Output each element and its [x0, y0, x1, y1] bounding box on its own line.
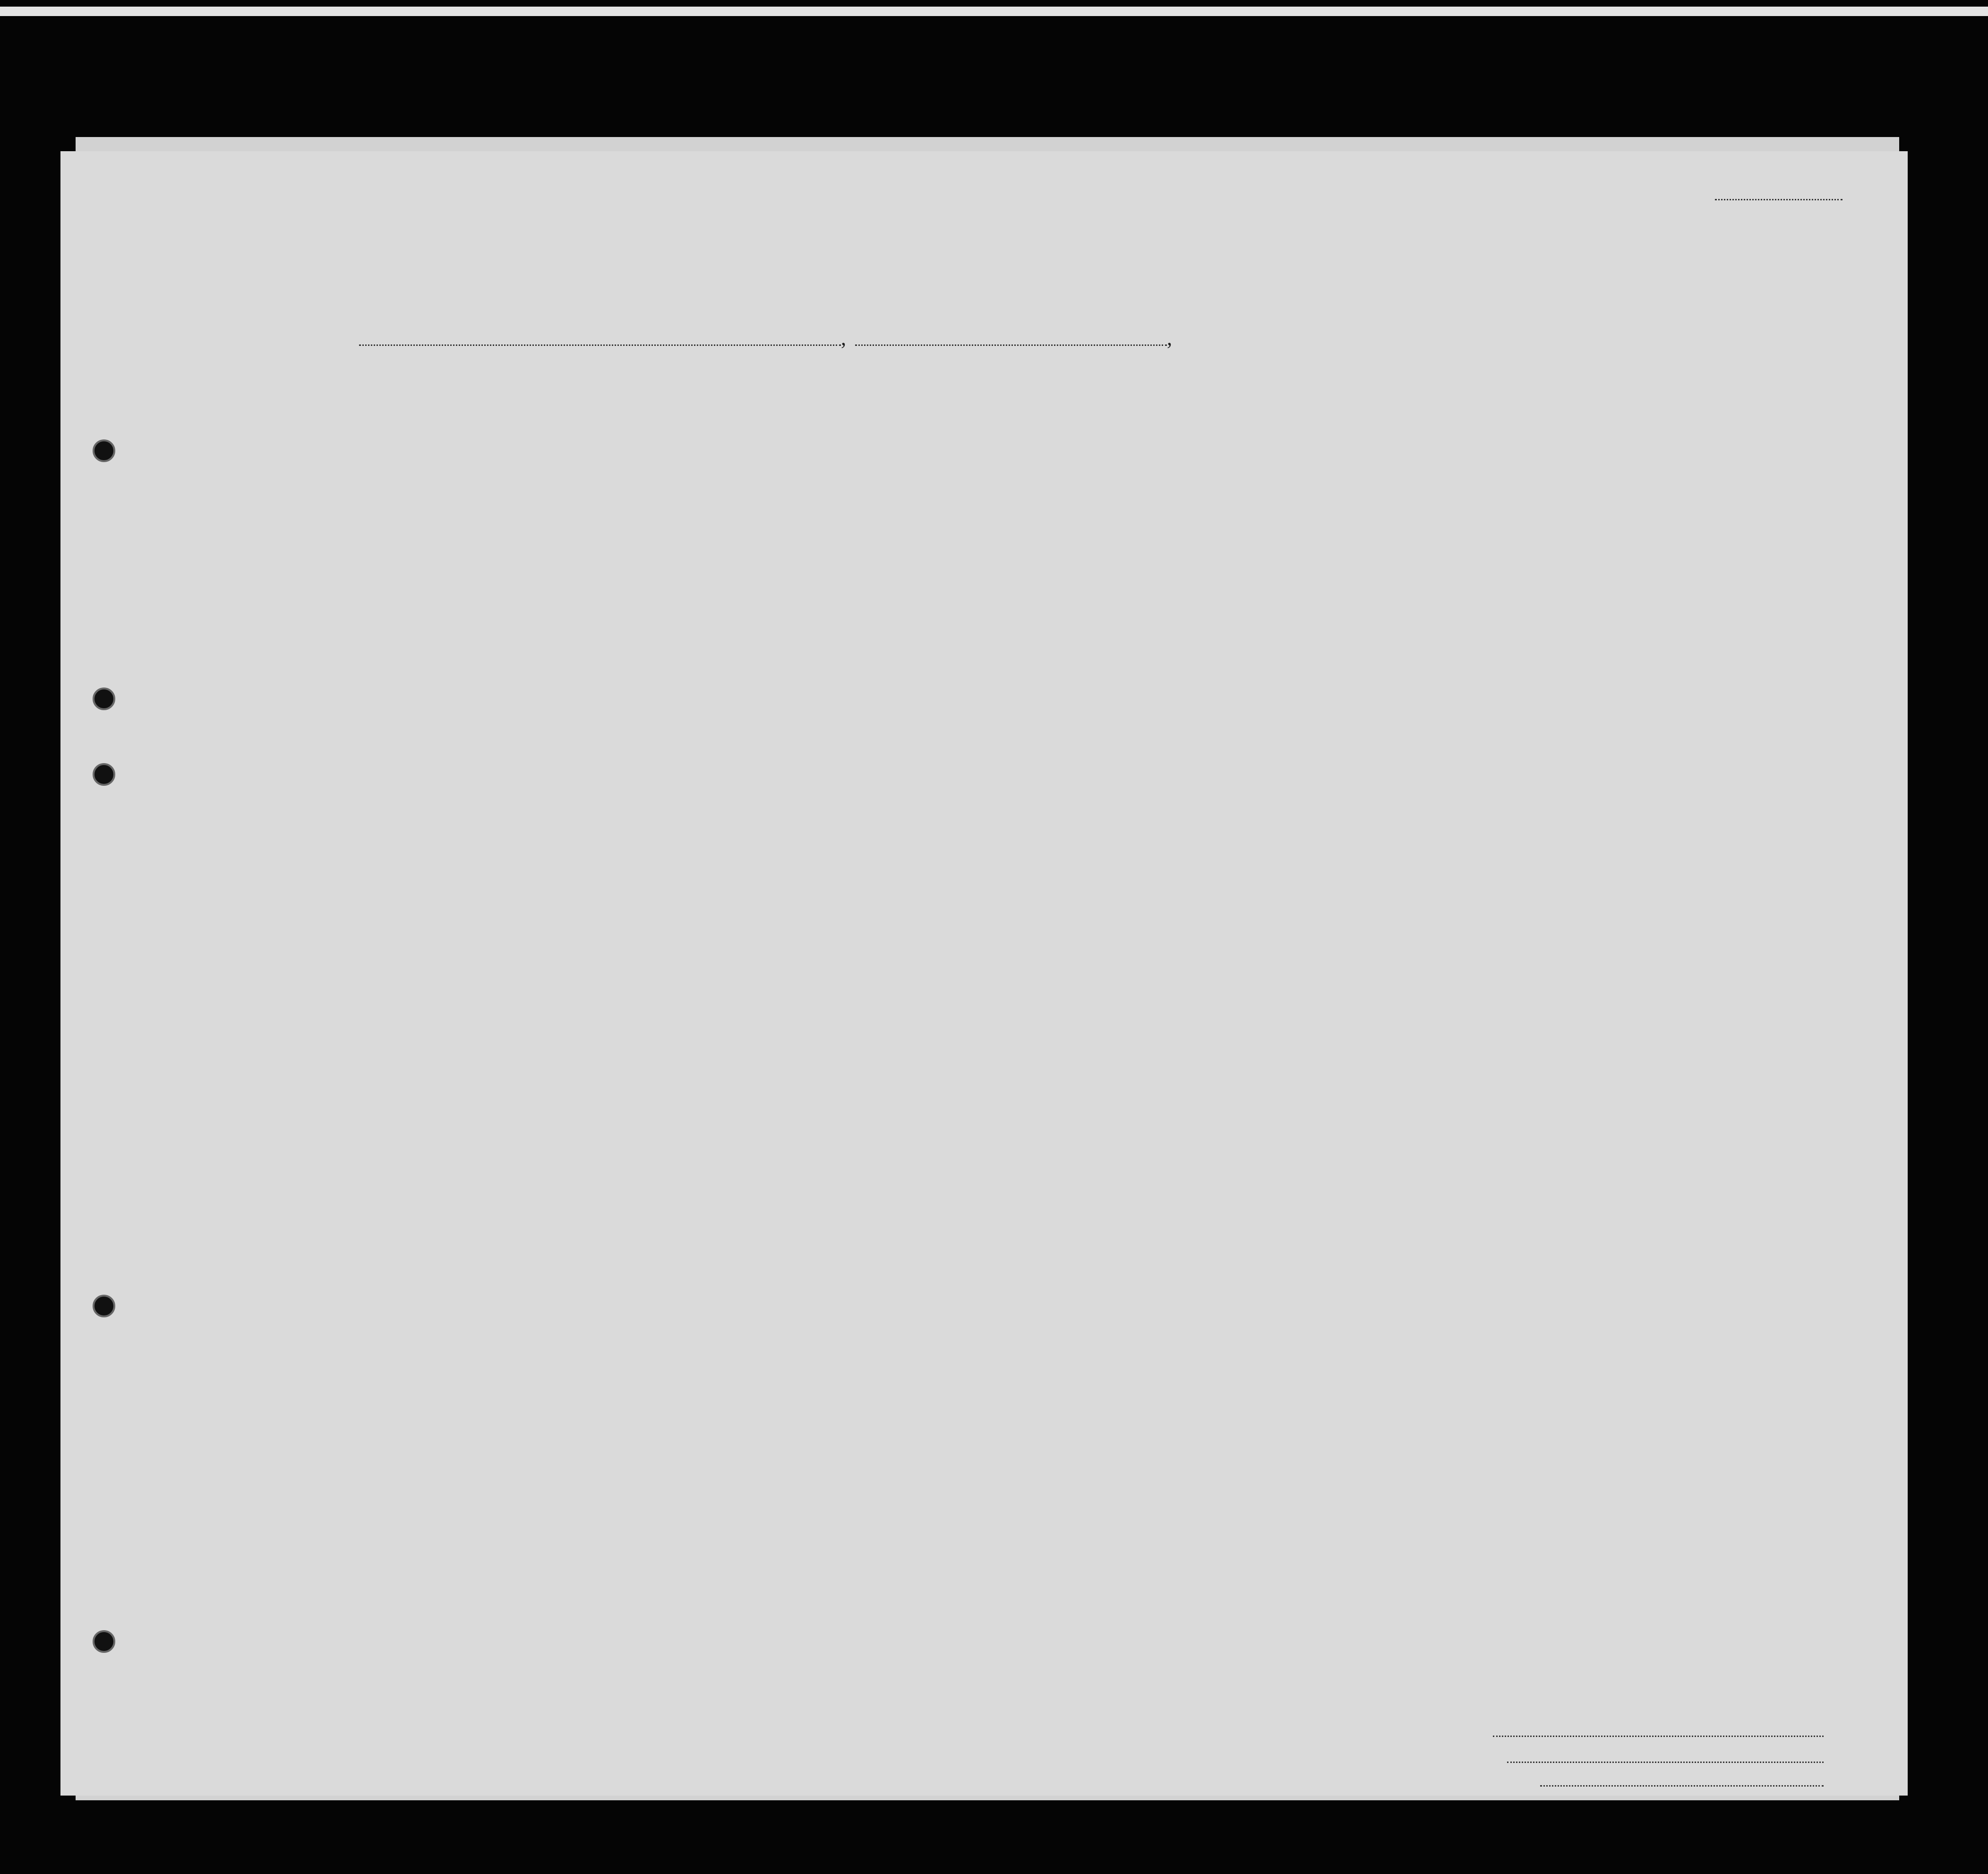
line-blank [1493, 1735, 1824, 1737]
owners-blank [1507, 1761, 1824, 1763]
comma-2: , [1167, 327, 1172, 350]
agents-blank [1540, 1785, 1824, 1787]
comma-1: , [841, 327, 846, 350]
